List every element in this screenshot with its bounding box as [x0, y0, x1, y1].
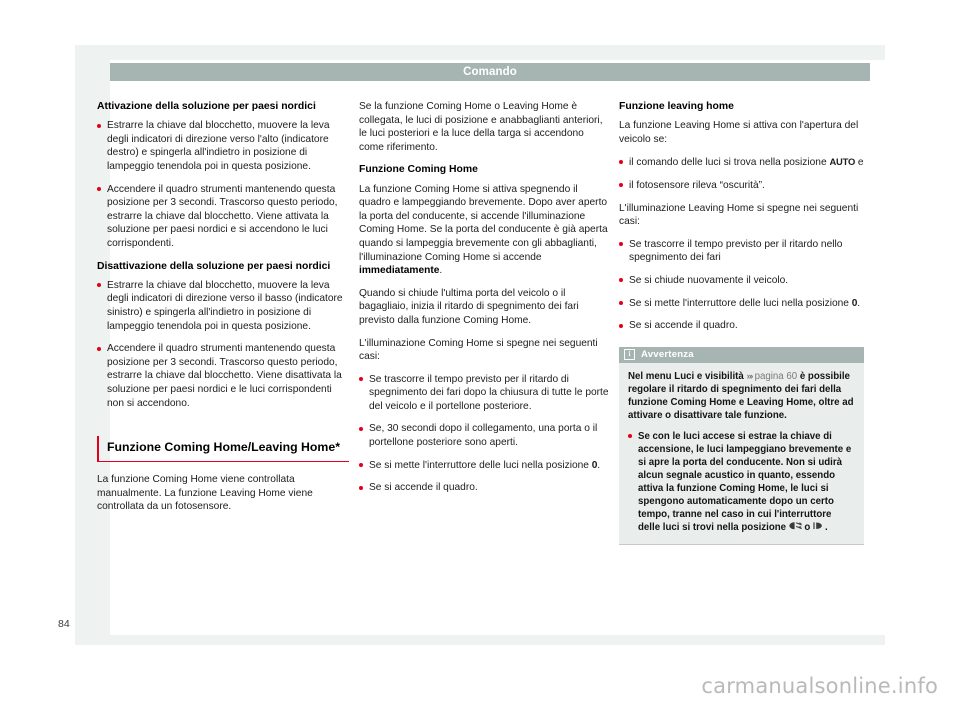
- light-switch-position-0: 0: [851, 297, 858, 309]
- list-item: [97, 342, 349, 410]
- bullet-icon: [97, 347, 101, 351]
- note-list-item-text-tail: .: [825, 521, 828, 533]
- list-item-text-tail: .: [857, 297, 861, 309]
- list-item-text: Accendere il quadro strumenti mantenendo questa posizione per 3 secondi. Trascorso questo periodo, estrarre la chiave dal blocchetto. Viene attivata la soluzione per paesi nordici e si accendono le luci corrispondenti.: [107, 183, 338, 249]
- list-item-text: Se trascorre il tempo previsto per il ritardo di spegnimento dei fari dopo la chiusura di tutte le porte del veicolo e il portellone posteriore.: [369, 373, 609, 412]
- list-item: [359, 481, 609, 495]
- bullet-icon: [628, 434, 632, 438]
- section-heading-text: Funzione Coming Home/Leaving Home*: [107, 440, 340, 455]
- list-item-text: Se, 30 secondi dopo il collegamento, una porta o il portellone posteriore sono aperti.: [369, 423, 598, 449]
- paragraph: La funzione Leaving Home si attiva con l'apertura del veicolo se:: [619, 120, 859, 145]
- column-two: [359, 100, 609, 504]
- cross-reference-arrow-icon: »›: [746, 370, 752, 382]
- list-item: [359, 459, 609, 473]
- note-paragraph-text-tail: è possibile regolare il ritardo di spegnimento dei fari della funzione Coming Home e Leaving Home, oltre ad attivare o disattivare tale funzione.: [628, 370, 854, 421]
- bullet-icon: [359, 486, 363, 490]
- column-three: [619, 100, 864, 545]
- column-one: [97, 100, 349, 523]
- bullet-icon: [97, 124, 101, 128]
- note-box-title: Avvertenza: [641, 348, 694, 360]
- running-header-title: Comando: [463, 66, 517, 78]
- running-header-bar: [110, 63, 870, 81]
- heading-funzione-coming-home: Funzione Coming Home: [359, 164, 478, 176]
- list-item-text: il fotosensore rileva “oscurità”.: [629, 179, 765, 191]
- list-item-text-tail: .: [597, 459, 601, 471]
- note-paragraph: [628, 370, 855, 422]
- heading-disattivazione-nordici: Disattivazione della soluzione per paesi nordici: [97, 260, 331, 272]
- note-paragraph-text: Nel menu Luci e visibilità: [628, 370, 747, 382]
- heading-funzione-leaving-home: Funzione leaving home: [619, 101, 734, 112]
- emphasis-immediatamente: immediatamente: [359, 265, 440, 277]
- paragraph: [359, 183, 609, 278]
- list-item-text: Se trascorre il tempo previsto per il ritardo nello spegnimento dei fari: [629, 238, 843, 264]
- list-item-text-tail: e: [855, 157, 864, 169]
- side-light-icon: [813, 522, 825, 535]
- info-icon: i: [624, 349, 635, 360]
- list-item: [619, 297, 864, 311]
- bullet-icon: [619, 242, 623, 246]
- list-item-text: Se si mette l'interruttore delle luci nella posizione: [369, 459, 592, 471]
- bullet-icon: [97, 187, 101, 191]
- note-list-item-separator: o: [801, 521, 814, 533]
- paragraph: Quando si chiude l'ultima porta del veicolo o il bagagliaio, inizia il ritardo di spegnimento dei fari previsto dalla funzione Coming Home.: [359, 287, 579, 326]
- paragraph-text: La funzione Coming Home si attiva spegnendo il quadro e lampeggiando brevemente. Dopo aver aperto la porta del conducente, si accende l'illuminazione Coming Home. Se la porta del conducente è già aperta quando si lampeggia brevemente con gli abbaglianti, l'illuminazione Coming Home si accende: [359, 183, 608, 263]
- page-number: 84: [58, 618, 70, 630]
- note-box-header: [619, 347, 864, 363]
- list-item-text: Se si accende il quadro.: [629, 320, 738, 332]
- light-switch-position-auto: AUTO: [829, 156, 856, 168]
- list-item-text: Se si accende il quadro.: [369, 482, 478, 494]
- list-item-text: Se si mette l'interruttore delle luci nella posizione: [629, 297, 852, 309]
- list-item: [359, 373, 609, 414]
- paragraph: Se la funzione Coming Home o Leaving Home è collegata, le luci di posizione e anabbaglianti anteriori, le luci posteriori e la luce della targa si accendono come riferimento.: [359, 101, 603, 153]
- bullet-icon: [359, 377, 363, 381]
- note-list-item: [628, 430, 855, 535]
- bullet-icon: [619, 160, 623, 164]
- section-heading-coming-home-leaving-home: [97, 436, 349, 462]
- bullet-icon: [97, 283, 101, 287]
- bullet-icon: [359, 427, 363, 431]
- note-box-avvertenza: [619, 347, 864, 545]
- heading-attivazione-nordici: Attivazione della soluzione per paesi nordici: [97, 101, 316, 112]
- list-item: [619, 238, 864, 265]
- paragraph: La funzione Coming Home viene controllata manualmente. La funzione Leaving Home viene controllata da un fotosensore.: [97, 474, 313, 513]
- note-box-body: [619, 363, 864, 544]
- list-item: [619, 274, 864, 288]
- list-item: [619, 319, 864, 333]
- watermark: carmanualsonline.info: [701, 674, 938, 698]
- list-item-text: Estrarre la chiave dal blocchetto, muovere la leva degli indicatori di direzione verso l'alto (indicatore destro) e spingerla all'indietro in posizione di lampeggio tenendola poi in questa posizione.: [107, 120, 330, 172]
- list-item-text: Se si chiude nuovamente il veicolo.: [629, 274, 789, 286]
- list-item: [97, 279, 349, 333]
- list-item-text: il comando delle luci si trova nella posizione: [629, 157, 830, 169]
- bullet-icon: [359, 463, 363, 467]
- note-list-item-text: Se con le luci accese si estrae la chiave di accensione, le luci lampeggiano brevemente e si apre la porta del conducente. Non si udirà alcun segnale acustico in quanto, essendo attiva la funzione Coming Home, le luci si spengono automaticamente dopo un certo tempo, tranne nel caso in cui l'interruttore delle luci si trovi nella posizione: [638, 430, 852, 533]
- bullet-icon: [619, 301, 623, 305]
- bullet-icon: [619, 324, 623, 328]
- paragraph: L'illuminazione Leaving Home si spegne nei seguenti casi:: [619, 202, 859, 228]
- list-item: [359, 422, 609, 449]
- paragraph-text-tail: .: [439, 265, 443, 277]
- list-item: [619, 179, 864, 193]
- paragraph: L'illuminazione Coming Home si spegne nei seguenti casi:: [359, 337, 598, 363]
- list-item: [619, 155, 864, 170]
- list-item: [97, 119, 349, 173]
- light-switch-position-0: 0: [591, 459, 598, 471]
- cross-reference-link[interactable]: pagina 60: [754, 370, 798, 382]
- list-item-text: Accendere il quadro strumenti mantenendo questa posizione per 3 secondi. Trascorso questo periodo, estrarre la chiave dal blocchetto. Viene disattivata la soluzione per paesi nordici e le luci corrispondenti non si accendono.: [107, 343, 342, 409]
- list-item-text: Estrarre la chiave dal blocchetto, muovere la leva degli indicatori di direzione verso il basso (indicatore sinistro) e spingerla all'indietro in posizione di lampeggio tenendola poi in questa posizione.: [107, 279, 343, 332]
- bullet-icon: [619, 183, 623, 187]
- list-item: [97, 183, 349, 251]
- low-beam-headlight-icon: [789, 522, 802, 535]
- bullet-icon: [619, 278, 623, 282]
